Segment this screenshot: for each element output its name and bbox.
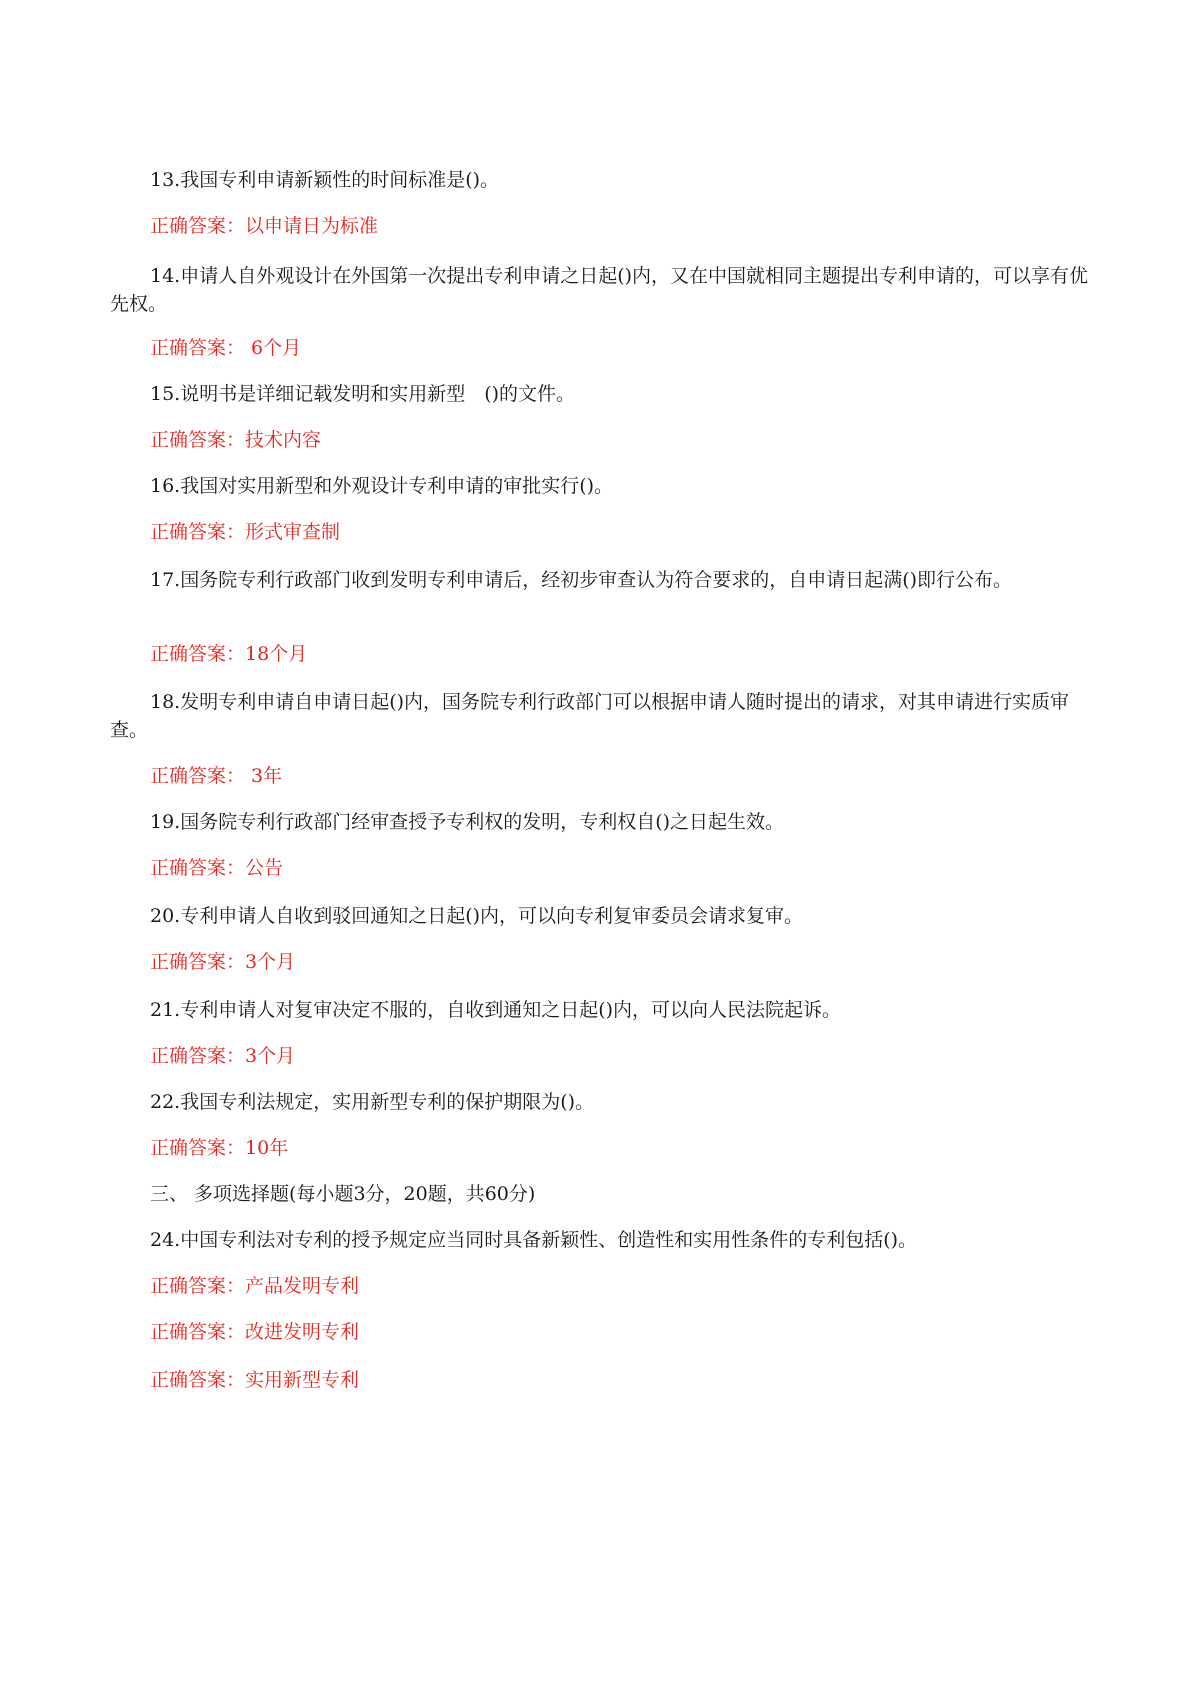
question-20: 20.专利申请人自收到驳回通知之日起()内，可以向专利复审委员会请求复审。	[150, 905, 804, 927]
answer-label: 正确答案：	[150, 951, 246, 973]
question-19: 19.国务院专利行政部门经审查授予专利权的发明，专利权自()之日起生效。	[150, 811, 785, 833]
question-24: 24.中国专利法对专利的授予规定应当同时具备新颖性、创造性和实用性条件的专利包括()。	[150, 1229, 918, 1251]
question-14: 14.申请人自外观设计在外国第一次提出专利申请之日起()内，又在中国就相同主题提出专利申请的，可以享有优先权。	[110, 265, 1089, 315]
answer-24-a	[150, 1272, 1130, 1300]
answer-24-b	[150, 1318, 1130, 1346]
answer-14	[150, 334, 1130, 362]
question-21: 21.专利申请人对复审决定不服的，自收到通知之日起()内，可以向人民法院起诉。	[150, 999, 842, 1021]
answer-16	[150, 518, 1130, 546]
answer-value: 6个月	[245, 337, 302, 359]
answer-15	[150, 426, 1130, 454]
answer-label: 正确答案：	[150, 1369, 246, 1391]
answer-value: 10年	[245, 1137, 289, 1159]
answer-22	[150, 1134, 1130, 1162]
answer-value: 改进发明专利	[245, 1321, 360, 1343]
answer-17	[150, 640, 1130, 668]
answer-label: 正确答案：	[150, 643, 246, 665]
answer-value: 技术内容	[245, 429, 322, 451]
answer-label: 正确答案：	[150, 337, 246, 359]
question-16: 16.我国对实用新型和外观设计专利申请的审批实行()。	[150, 475, 614, 497]
question-15: 15.说明书是详细记载发明和实用新型 ()的文件。	[150, 383, 576, 405]
answer-value: 18个月	[245, 643, 308, 665]
question-17: 17.国务院专利行政部门收到发明专利申请后，经初步审查认为符合要求的，自申请日起满()即行公布。	[150, 569, 1013, 591]
question-13: 13.我国专利申请新颖性的时间标准是()。	[150, 169, 500, 191]
answer-18	[150, 762, 1130, 790]
answer-label: 正确答案：	[150, 215, 246, 237]
question-18: 18.发明专利申请自申请日起()内，国务院专利行政部门可以根据申请人随时提出的请求，对其申请进行实质审查。	[110, 691, 1070, 741]
answer-value: 3年	[245, 765, 283, 787]
answer-24-c	[150, 1366, 1130, 1394]
answer-label: 正确答案：	[150, 1275, 246, 1297]
answer-19	[150, 854, 1130, 882]
answer-label: 正确答案：	[150, 1045, 246, 1067]
answer-label: 正确答案：	[150, 857, 246, 879]
answer-21	[150, 1042, 1130, 1070]
answer-label: 正确答案：	[150, 521, 246, 543]
answer-label: 正确答案：	[150, 1321, 246, 1343]
answer-value: 形式审查制	[245, 521, 341, 543]
question-22: 22.我国专利法规定，实用新型专利的保护期限为()。	[150, 1091, 595, 1113]
answer-13	[150, 212, 1130, 240]
answer-value: 实用新型专利	[245, 1369, 360, 1391]
answer-value: 3个月	[245, 1045, 296, 1067]
answer-value: 以申请日为标准	[245, 215, 379, 237]
section-heading: 三、 多项选择题(每小题3分，20题，共60分)	[150, 1183, 536, 1205]
answer-value: 公告	[245, 857, 284, 879]
answer-value: 3个月	[245, 951, 296, 973]
answer-value: 产品发明专利	[245, 1275, 360, 1297]
answer-20	[150, 948, 1130, 976]
answer-label: 正确答案：	[150, 429, 246, 451]
answer-label: 正确答案：	[150, 765, 246, 787]
answer-label: 正确答案：	[150, 1137, 246, 1159]
